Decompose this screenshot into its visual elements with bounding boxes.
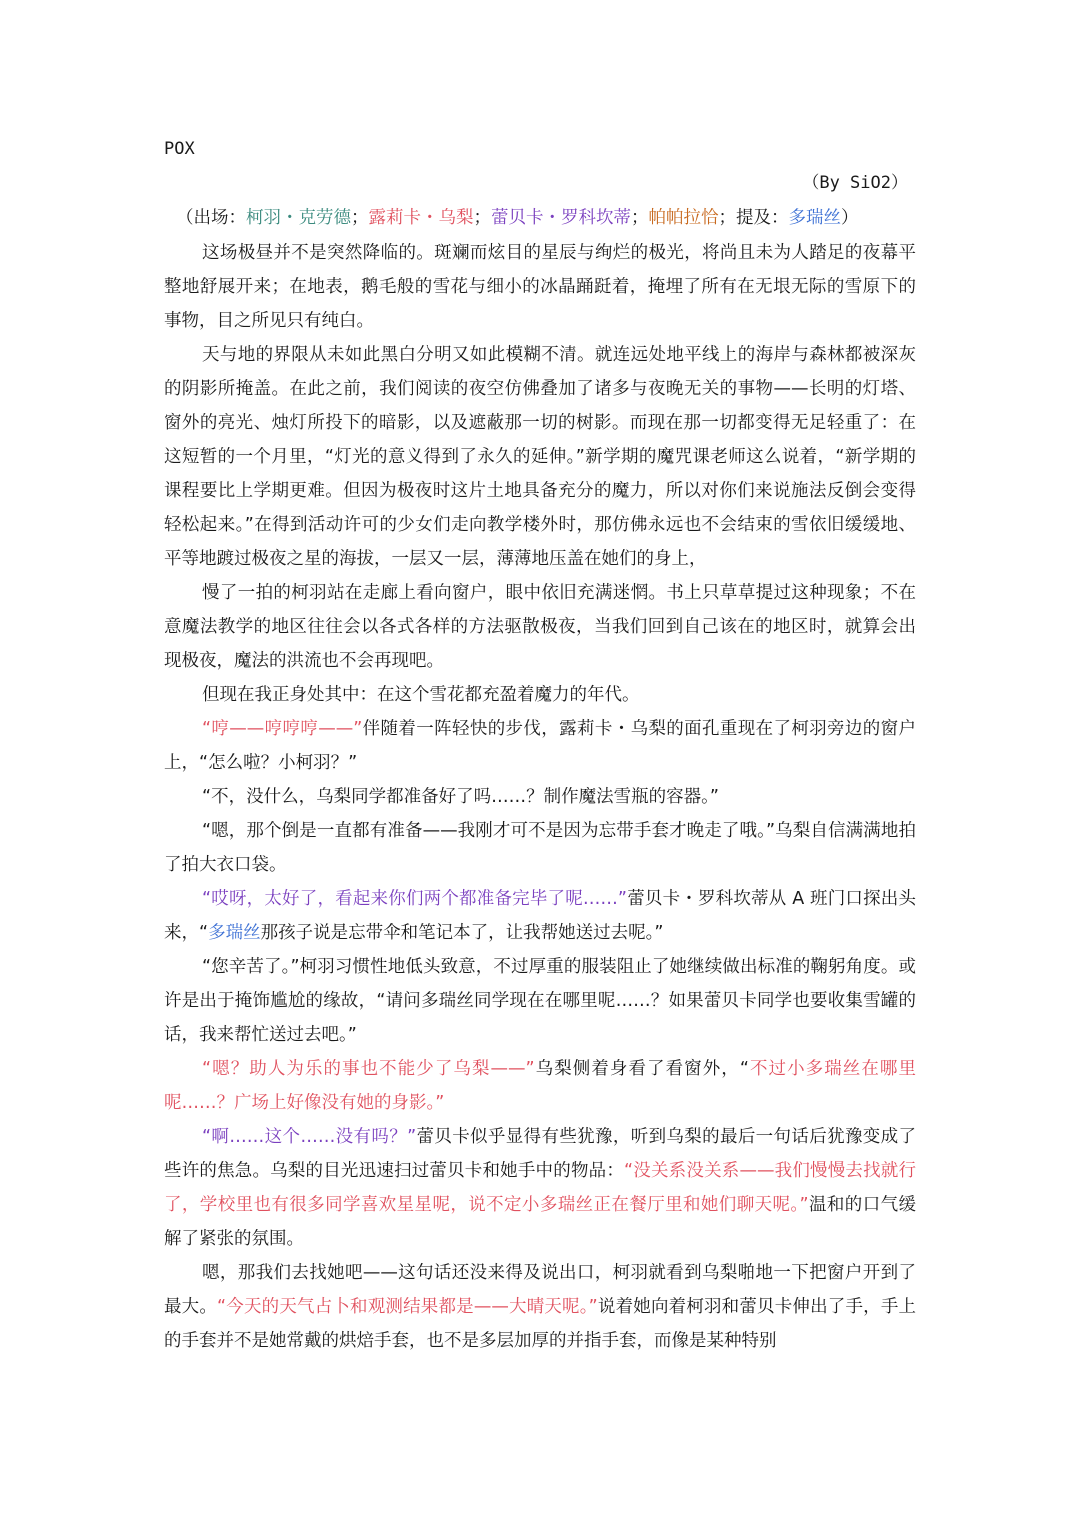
cast-rurika: 露莉卡・乌梨 <box>368 208 474 228</box>
cast-sep: ； <box>351 208 369 228</box>
cast-open: （出场： <box>176 208 246 228</box>
paragraph-9: “您辛苦了。”柯羽习惯性地低头致意，不过厚重的服装阻止了她继续做出标准的鞠躬角度。或许是出于掩饰尴尬的缘故，“请问多瑞丝同学现在在哪里呢……？如果蕾贝卡同学也要收集雪罐的话，我来帮忙送过去吧。” <box>164 957 916 1045</box>
paragraph-8 <box>164 882 916 950</box>
paragraph-5 <box>164 712 916 780</box>
paragraph-1: 这场极昼并不是突然降临的。斑斓而炫目的星辰与绚烂的极光，将尚且未为人踏足的夜幕平整地舒展开来；在地表，鹅毛般的雪花与细小的冰晶踊跹着，掩埋了所有在无垠无际的雪原下的事物，目之所见只有纯白。 <box>164 243 916 331</box>
paragraph-2: 天与地的界限从未如此黑白分明又如此模糊不清。就连远处地平线上的海岸与森林都被深灰的阴影所掩盖。在此之前，我们阅读的夜空仿佛叠加了诸多与夜晚无关的事物——长明的灯塔、窗外的亮光、烛灯所投下的暗影，以及遮蔽那一切的树影。而现在那一切都变得无足轻重了：在这短暂的一个月里，“灯光的意义得到了永久的延伸。”新学期的魔咒课老师这么说着，“新学期的课程要比上学期更难。但因为极夜时这片土地具备充分的魔力，所以对你们来说施法反倒会变得轻松起来。”在得到活动许可的少女们走向教学楼外时，那仿佛永远也不会结束的雪依旧缓缓地、平等地踱过极夜之星的海拔，一层又一层，薄薄地压盖在她们的身上， <box>164 345 916 569</box>
paragraph-10 <box>164 1052 916 1120</box>
cast-doris: 多瑞丝 <box>788 208 841 228</box>
rurika-dialogue: “嗯？助人为乐的事也不能少了乌梨——” <box>202 1059 535 1079</box>
author-byline: （By SiO2） <box>802 173 908 193</box>
document-page <box>164 136 916 1358</box>
narration: 蕾贝卡似乎显得有些犹豫，听到乌梨的最后一句话后犹豫变成了些许的焦急。乌梨的目光迅速扫过蕾贝卡和她手中的物品： <box>164 1127 916 1181</box>
cast-rebecca: 蕾贝卡・罗科坎蒂 <box>491 208 631 228</box>
cast-mention-label: ；提及： <box>718 208 789 228</box>
rurika-dialogue: “没关系没关系——我们慢慢去找就行了，学校里也有很多同学喜欢星星呢，说不定小多瑞丝正在餐厅里和她们聊天呢。” <box>164 1161 916 1215</box>
cast-papa: 帕帕拉恰 <box>648 208 719 228</box>
story-title: POX <box>164 139 195 159</box>
rurika-dialogue: “今天的天气占卜和观测结果都是——大晴天呢。” <box>217 1297 598 1317</box>
cast-close: ） <box>841 208 859 228</box>
cast-sep: ； <box>473 208 491 228</box>
narration: 说着她向着柯羽和蕾贝卡伸出了手，手上的手套并不是她常戴的烘焙手套，也不是多层加厚的并指手套，而像是某种特别 <box>164 1297 916 1351</box>
rurika-dialogue: 不过小多瑞丝在哪里呢……？广场上好像没有她的身影。” <box>164 1059 916 1113</box>
narration: 伴随着一阵轻快的步伐，露莉卡・乌梨的面孔重现在了柯羽旁边的窗户上，“怎么啦？小柯羽？” <box>164 719 917 773</box>
narration: 嗯，那我们去找她吧——这句话还没来得及说出口，柯羽就看到乌梨啪地一下把窗户开到了最大。 <box>164 1263 916 1317</box>
rebecca-dialogue: “啊……这个……没有吗？” <box>202 1127 417 1147</box>
rurika-dialogue: “哼——哼哼哼——” <box>202 719 363 739</box>
paragraph-6: “不，没什么，乌梨同学都准备好了吗……？制作魔法雪瓶的容器。” <box>202 787 719 807</box>
paragraph-12 <box>164 1256 916 1358</box>
narration: 温和的口气缓解了紧张的氛围。 <box>164 1195 916 1249</box>
cast-list <box>164 202 916 234</box>
paragraph-7: “嗯，那个倒是一直都有准备——我刚才可不是因为忘带手套才晚走了哦。”乌梨自信满满地拍了拍大衣口袋。 <box>164 821 916 875</box>
narration: 乌梨侧着身看了看窗外，“ <box>534 1059 749 1079</box>
cast-kouu: 柯羽・克劳德 <box>246 208 351 228</box>
paragraph-3: 慢了一拍的柯羽站在走廊上看向窗户，眼中依旧充满迷惘。书上只草草提过这种现象；不在意魔法教学的地区往往会以各式各样的方法驱散极夜，当我们回到自己该在的地区时，就算会出现极夜，魔法的洪流也不会再现吧。 <box>164 583 916 671</box>
narration: 那孩子说是忘带伞和笔记本了，让我帮她送过去呢。” <box>260 923 664 943</box>
narration: 蕾贝卡・罗科坎蒂从 A 班门口探出头来，“ <box>164 889 916 943</box>
paragraph-4: 但现在我正身处其中：在这个雪花都充盈着魔力的年代。 <box>202 685 640 705</box>
paragraph-11 <box>164 1120 916 1256</box>
doris-name: 多瑞丝 <box>208 923 261 943</box>
rebecca-dialogue: “哎呀，太好了，看起来你们两个都准备完毕了呢……” <box>202 889 628 909</box>
cast-sep: ； <box>631 208 649 228</box>
